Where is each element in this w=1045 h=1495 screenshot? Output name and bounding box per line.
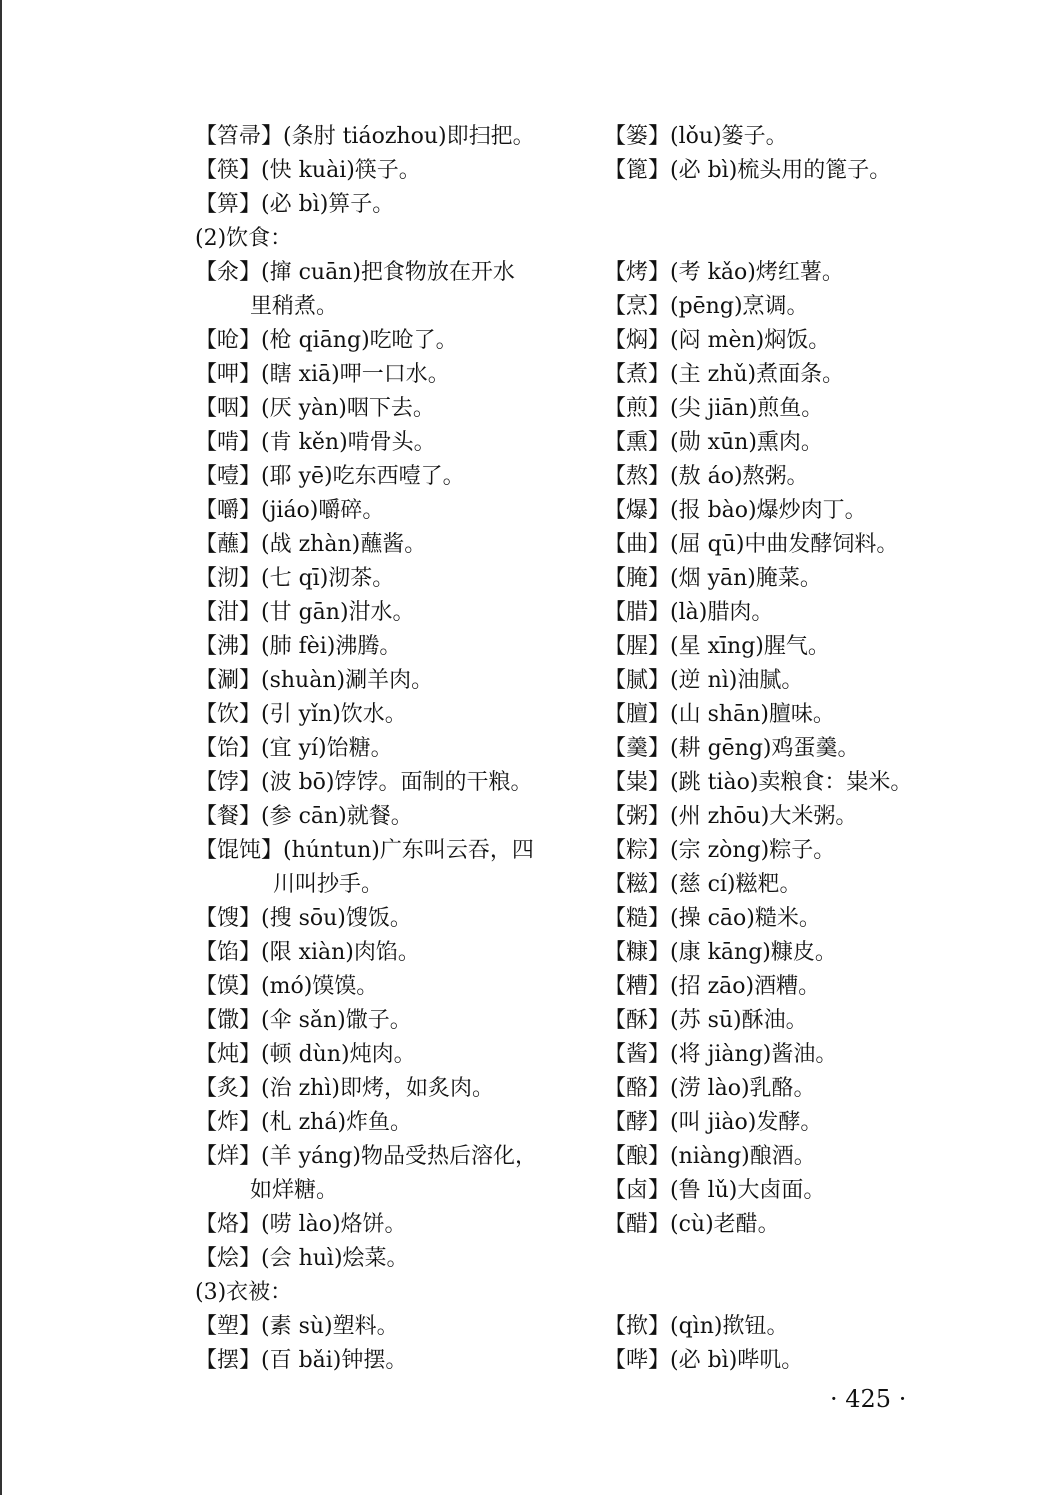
entry-line: 【馄饨】(húntun)广东叫云吞，四 xyxy=(195,838,534,863)
entry-line: 【卤】(鲁 lǔ)大卤面。 xyxy=(604,1178,826,1203)
section-heading: (2)饮食： xyxy=(195,226,293,251)
entry-line: 【曲】(屈 qū)中曲发酵饲料。 xyxy=(604,532,899,557)
entry-line: 【膻】(山 shān)膻味。 xyxy=(604,702,835,727)
entry-line: 【爆】(报 bào)爆炒肉丁。 xyxy=(604,498,867,523)
entry-line: 【泔】(甘 gān)泔水。 xyxy=(195,600,415,625)
entry-line: 【筷】(快 kuài)筷子。 xyxy=(195,158,421,183)
entry-line: 【粥】(州 zhōu)大米粥。 xyxy=(604,804,858,829)
page-number: · 425 · xyxy=(830,1385,907,1413)
entry-line: 【篦】(必 bì)梳头用的篦子。 xyxy=(604,158,892,183)
entry-line: 【呷】(瞎 xiā)呷一口水。 xyxy=(195,362,450,387)
entry-line: 【咽】(厌 yàn)咽下去。 xyxy=(195,396,435,421)
entry-line: 【腻】(逆 nì)油腻。 xyxy=(604,668,804,693)
entry-line: 【炸】(札 zhá)炸鱼。 xyxy=(195,1110,413,1135)
entry-line: 【嚼】(jiáo)嚼碎。 xyxy=(195,498,385,523)
entry-line: 【馍】(mó)馍馍。 xyxy=(195,974,379,999)
entry-line: 【哔】(必 bì)哔叽。 xyxy=(604,1348,804,1373)
entry-line: 【揿】(qìn)揿钮。 xyxy=(604,1314,789,1339)
entry-line: 【烤】(考 kǎo)烤红薯。 xyxy=(604,260,844,285)
entry-line: 【煮】(主 zhǔ)煮面条。 xyxy=(604,362,845,387)
entry-line: 【笤帚】(条肘 tiáozhou)即扫把。 xyxy=(195,124,535,149)
entry-continuation: 川叫抄手。 xyxy=(273,872,384,897)
entry-line: 【酵】(叫 jiào)发酵。 xyxy=(604,1110,823,1135)
entry-line: 【篓】(lǒu)篓子。 xyxy=(604,124,788,149)
entry-line: 【羹】(耕 gēng)鸡蛋羹。 xyxy=(604,736,860,761)
entry-line: 【炖】(顿 dùn)炖肉。 xyxy=(195,1042,416,1067)
entry-line: 【烙】(唠 lào)烙饼。 xyxy=(195,1212,407,1237)
entry-line: 【酪】(涝 lào)乳酪。 xyxy=(604,1076,816,1101)
left-column xyxy=(195,120,585,1378)
entry-line: 【箅】(必 bì)箅子。 xyxy=(195,192,395,217)
entry-line: 【焖】(闷 mèn)焖饭。 xyxy=(604,328,831,353)
entry-line: 【醋】(cù)老醋。 xyxy=(604,1212,780,1237)
right-column xyxy=(604,120,1024,1378)
section-heading: (3)衣被： xyxy=(195,1280,293,1305)
entry-line: 【饽】(波 bō)饽饽。面制的干粮。 xyxy=(195,770,533,795)
entry-line: 【馊】(搜 sōu)馊饭。 xyxy=(195,906,412,931)
entry-line: 【呛】(枪 qiāng)吃呛了。 xyxy=(195,328,458,353)
entry-continuation: 里稍煮。 xyxy=(250,294,339,319)
entry-line: 【酱】(将 jiàng)酱油。 xyxy=(604,1042,838,1067)
entry-line: 【噎】(耶 yē)吃东西噎了。 xyxy=(195,464,465,489)
blank-line xyxy=(604,188,1024,222)
blank-line xyxy=(604,222,1024,256)
blank-line xyxy=(604,1276,1024,1310)
entry-line: 【粜】(跳 tiào)卖粮食：粜米。 xyxy=(604,770,913,795)
entry-line: 【餐】(参 cān)就餐。 xyxy=(195,804,413,829)
entry-line: 【氽】(撺 cuān)把食物放在开水 xyxy=(195,260,515,285)
entry-line: 【馓】(伞 sǎn)馓子。 xyxy=(195,1008,412,1033)
entry-line: 【腥】(星 xīng)腥气。 xyxy=(604,634,830,659)
entry-line: 【烹】(pēng)烹调。 xyxy=(604,294,809,319)
entry-line: 【熏】(勋 xūn)熏肉。 xyxy=(604,430,823,455)
blank-line xyxy=(604,1242,1024,1276)
entry-line: 【涮】(shuàn)涮羊肉。 xyxy=(195,668,434,693)
entry-line: 【煎】(尖 jiān)煎鱼。 xyxy=(604,396,824,421)
entry-line: 【炙】(治 zhì)即烤，如炙肉。 xyxy=(195,1076,494,1101)
entry-line: 【沏】(七 qī)沏茶。 xyxy=(195,566,395,591)
entry-line: 【糠】(康 kāng)糠皮。 xyxy=(604,940,837,965)
entry-line: 【馅】(限 xiàn)肉馅。 xyxy=(195,940,420,965)
entry-line: 【腊】(là)腊肉。 xyxy=(604,600,774,625)
entry-line: 【烩】(会 huì)烩菜。 xyxy=(195,1246,409,1271)
entry-line: 【摆】(百 bǎi)钟摆。 xyxy=(195,1348,408,1373)
entry-line: 【烊】(羊 yáng)物品受热后溶化， xyxy=(195,1144,537,1169)
entry-line: 【糟】(招 zāo)酒糟。 xyxy=(604,974,821,999)
entry-line: 【粽】(宗 zòng)粽子。 xyxy=(604,838,836,863)
entry-line: 【酥】(苏 sū)酥油。 xyxy=(604,1008,808,1033)
entry-line: 【糍】(慈 cí)糍粑。 xyxy=(604,872,802,897)
entry-line: 【饴】(宜 yí)饴糖。 xyxy=(195,736,393,761)
page-edge xyxy=(0,0,2,1495)
entry-line: 【沸】(肺 fèi)沸腾。 xyxy=(195,634,402,659)
entry-line: 【糙】(操 cāo)糙米。 xyxy=(604,906,821,931)
entry-line: 【酿】(niàng)酿酒。 xyxy=(604,1144,816,1169)
entry-line: 【塑】(素 sù)塑料。 xyxy=(195,1314,399,1339)
entry-line: 【啃】(肯 kěn)啃骨头。 xyxy=(195,430,436,455)
entry-continuation: 如烊糖。 xyxy=(250,1178,339,1203)
entry-line: 【腌】(烟 yān)腌菜。 xyxy=(604,566,822,591)
entry-line: 【熬】(敖 áo)熬粥。 xyxy=(604,464,809,489)
entry-line: 【蘸】(战 zhàn)蘸酱。 xyxy=(195,532,427,557)
entry-line: 【饮】(引 yǐn)饮水。 xyxy=(195,702,407,727)
